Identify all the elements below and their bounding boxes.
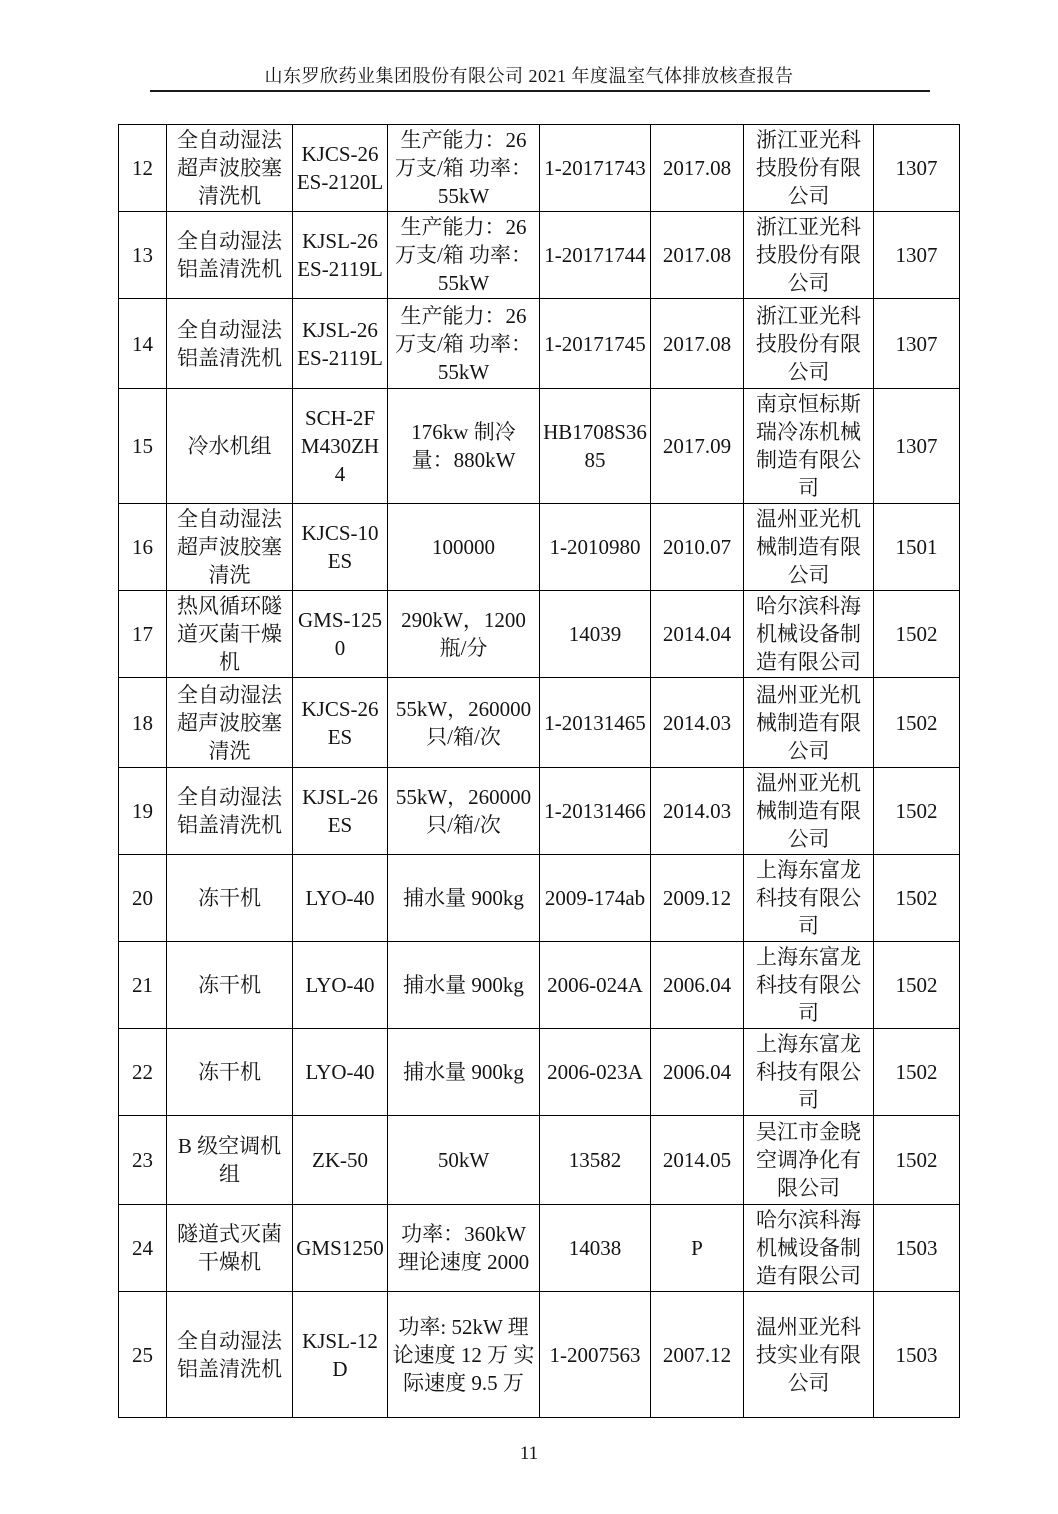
cell-capacity: 生产能力：26 万支/箱 功率：55kW [388, 299, 540, 389]
cell-serial-number: 1-20171743 [540, 125, 651, 212]
cell-serial-number: 2009-174ab [540, 855, 651, 942]
table-row [119, 125, 960, 212]
cell-manufacturer: 上海东富龙科技有限公司 [744, 942, 874, 1029]
table-row [119, 855, 960, 942]
cell-date: 2017.08 [651, 212, 744, 299]
report-title: 山东罗欣药业集团股份有限公司 2021 年度温室气体排放核查报告 [264, 66, 794, 86]
cell-row-number: 17 [119, 591, 167, 678]
cell-date: 2017.08 [651, 299, 744, 389]
cell-location-code: 1502 [874, 1116, 960, 1205]
cell-model: LYO-40 [293, 942, 388, 1029]
cell-serial-number: 1-2010980 [540, 504, 651, 591]
cell-serial-number: 14039 [540, 591, 651, 678]
cell-equipment-name: B 级空调机组 [167, 1116, 293, 1205]
cell-row-number: 25 [119, 1292, 167, 1418]
cell-serial-number: 2006-024A [540, 942, 651, 1029]
cell-date: 2006.04 [651, 1029, 744, 1116]
cell-model: KJSL-12D [293, 1292, 388, 1418]
cell-equipment-name: 隧道式灭菌干燥机 [167, 1205, 293, 1292]
cell-location-code: 1503 [874, 1292, 960, 1418]
cell-model: LYO-40 [293, 855, 388, 942]
cell-location-code: 1502 [874, 678, 960, 768]
cell-row-number: 18 [119, 678, 167, 768]
table-row [119, 591, 960, 678]
table-row [119, 678, 960, 768]
cell-manufacturer: 吴江市金晓空调净化有限公司 [744, 1116, 874, 1205]
cell-location-code: 1502 [874, 855, 960, 942]
cell-date: 2014.04 [651, 591, 744, 678]
table-row [119, 1292, 960, 1418]
cell-equipment-name: 全自动湿法超声波胶塞清洗 [167, 678, 293, 768]
cell-manufacturer: 浙江亚光科技股份有限公司 [744, 125, 874, 212]
cell-row-number: 24 [119, 1205, 167, 1292]
cell-capacity: 生产能力：26 万支/箱 功率：55kW [388, 125, 540, 212]
cell-equipment-name: 冻干机 [167, 942, 293, 1029]
cell-capacity: 290kW，1200 瓶/分 [388, 591, 540, 678]
cell-model: KJCS-26ES-2120L [293, 125, 388, 212]
cell-location-code: 1307 [874, 212, 960, 299]
cell-model: KJCS-26ES [293, 678, 388, 768]
cell-capacity: 100000 [388, 504, 540, 591]
cell-manufacturer: 温州亚光机械制造有限公司 [744, 768, 874, 855]
cell-date: 2014.03 [651, 768, 744, 855]
cell-model: ZK-50 [293, 1116, 388, 1205]
table-row [119, 1029, 960, 1116]
cell-row-number: 19 [119, 768, 167, 855]
cell-location-code: 1501 [874, 504, 960, 591]
cell-manufacturer: 温州亚光机械制造有限公司 [744, 678, 874, 768]
cell-capacity: 捕水量 900kg [388, 1029, 540, 1116]
cell-date: 2009.12 [651, 855, 744, 942]
cell-manufacturer: 上海东富龙科技有限公司 [744, 1029, 874, 1116]
cell-row-number: 23 [119, 1116, 167, 1205]
cell-manufacturer: 温州亚光科技实业有限公司 [744, 1292, 874, 1418]
cell-location-code: 1307 [874, 125, 960, 212]
table-row [119, 1205, 960, 1292]
cell-serial-number: 1-20131466 [540, 768, 651, 855]
cell-serial-number: 13582 [540, 1116, 651, 1205]
cell-row-number: 20 [119, 855, 167, 942]
cell-row-number: 14 [119, 299, 167, 389]
cell-capacity: 捕水量 900kg [388, 855, 540, 942]
cell-location-code: 1503 [874, 1205, 960, 1292]
cell-location-code: 1307 [874, 389, 960, 504]
cell-capacity: 功率: 52kW 理论速度 12 万 实际速度 9.5 万 [388, 1292, 540, 1418]
cell-manufacturer: 上海东富龙科技有限公司 [744, 855, 874, 942]
cell-manufacturer: 浙江亚光科技股份有限公司 [744, 212, 874, 299]
cell-equipment-name: 热风循环隧道灭菌干燥机 [167, 591, 293, 678]
cell-equipment-name: 全自动湿法超声波胶塞清洗 [167, 504, 293, 591]
table-row [119, 389, 960, 504]
table-row [119, 768, 960, 855]
cell-manufacturer: 温州亚光机械制造有限公司 [744, 504, 874, 591]
cell-date: 2010.07 [651, 504, 744, 591]
cell-capacity: 生产能力：26 万支/箱 功率：55kW [388, 212, 540, 299]
cell-equipment-name: 全自动湿法超声波胶塞清洗机 [167, 125, 293, 212]
cell-row-number: 12 [119, 125, 167, 212]
cell-equipment-name: 冻干机 [167, 1029, 293, 1116]
cell-serial-number: 1-2007563 [540, 1292, 651, 1418]
cell-model: KJSL-26ES [293, 768, 388, 855]
cell-date: 2014.05 [651, 1116, 744, 1205]
cell-equipment-name: 全自动湿法铝盖清洗机 [167, 1292, 293, 1418]
equipment-table [118, 124, 960, 1418]
cell-date: P [651, 1205, 744, 1292]
cell-manufacturer: 哈尔滨科海机械设备制造有限公司 [744, 591, 874, 678]
cell-capacity: 55kW，260000 只/箱/次 [388, 768, 540, 855]
cell-row-number: 16 [119, 504, 167, 591]
cell-model: GMS-1250 [293, 591, 388, 678]
cell-equipment-name: 全自动湿法铝盖清洗机 [167, 768, 293, 855]
cell-model: SCH-2FM430ZH4 [293, 389, 388, 504]
cell-date: 2017.08 [651, 125, 744, 212]
table-row [119, 299, 960, 389]
cell-capacity: 55kW，260000 只/箱/次 [388, 678, 540, 768]
cell-row-number: 21 [119, 942, 167, 1029]
cell-capacity: 功率：360kW 理论速度 2000 [388, 1205, 540, 1292]
cell-serial-number: 2006-023A [540, 1029, 651, 1116]
cell-capacity: 50kW [388, 1116, 540, 1205]
cell-location-code: 1307 [874, 299, 960, 389]
table-row [119, 1116, 960, 1205]
cell-location-code: 1502 [874, 768, 960, 855]
cell-manufacturer: 哈尔滨科海机械设备制造有限公司 [744, 1205, 874, 1292]
cell-location-code: 1502 [874, 591, 960, 678]
cell-date: 2017.09 [651, 389, 744, 504]
cell-serial-number: 1-20131465 [540, 678, 651, 768]
cell-model: GMS1250 [293, 1205, 388, 1292]
cell-serial-number: HB1708S3685 [540, 389, 651, 504]
cell-model: KJCS-10ES [293, 504, 388, 591]
cell-equipment-name: 全自动湿法铝盖清洗机 [167, 299, 293, 389]
cell-equipment-name: 冻干机 [167, 855, 293, 942]
table-row [119, 212, 960, 299]
page-number: 11 [519, 1443, 539, 1464]
cell-location-code: 1502 [874, 942, 960, 1029]
cell-model: KJSL-26ES-2119L [293, 212, 388, 299]
header-rule [150, 90, 930, 92]
cell-model: KJSL-26ES-2119L [293, 299, 388, 389]
cell-serial-number: 14038 [540, 1205, 651, 1292]
cell-date: 2006.04 [651, 942, 744, 1029]
cell-equipment-name: 全自动湿法铝盖清洗机 [167, 212, 293, 299]
cell-manufacturer: 南京恒标斯瑞冷冻机械制造有限公司 [744, 389, 874, 504]
table-row [119, 504, 960, 591]
cell-row-number: 15 [119, 389, 167, 504]
cell-equipment-name: 冷水机组 [167, 389, 293, 504]
cell-row-number: 22 [119, 1029, 167, 1116]
cell-date: 2007.12 [651, 1292, 744, 1418]
cell-location-code: 1502 [874, 1029, 960, 1116]
cell-manufacturer: 浙江亚光科技股份有限公司 [744, 299, 874, 389]
cell-capacity: 176kw 制冷量：880kW [388, 389, 540, 504]
table-row [119, 942, 960, 1029]
cell-serial-number: 1-20171744 [540, 212, 651, 299]
cell-capacity: 捕水量 900kg [388, 942, 540, 1029]
cell-model: LYO-40 [293, 1029, 388, 1116]
cell-row-number: 13 [119, 212, 167, 299]
cell-serial-number: 1-20171745 [540, 299, 651, 389]
cell-date: 2014.03 [651, 678, 744, 768]
